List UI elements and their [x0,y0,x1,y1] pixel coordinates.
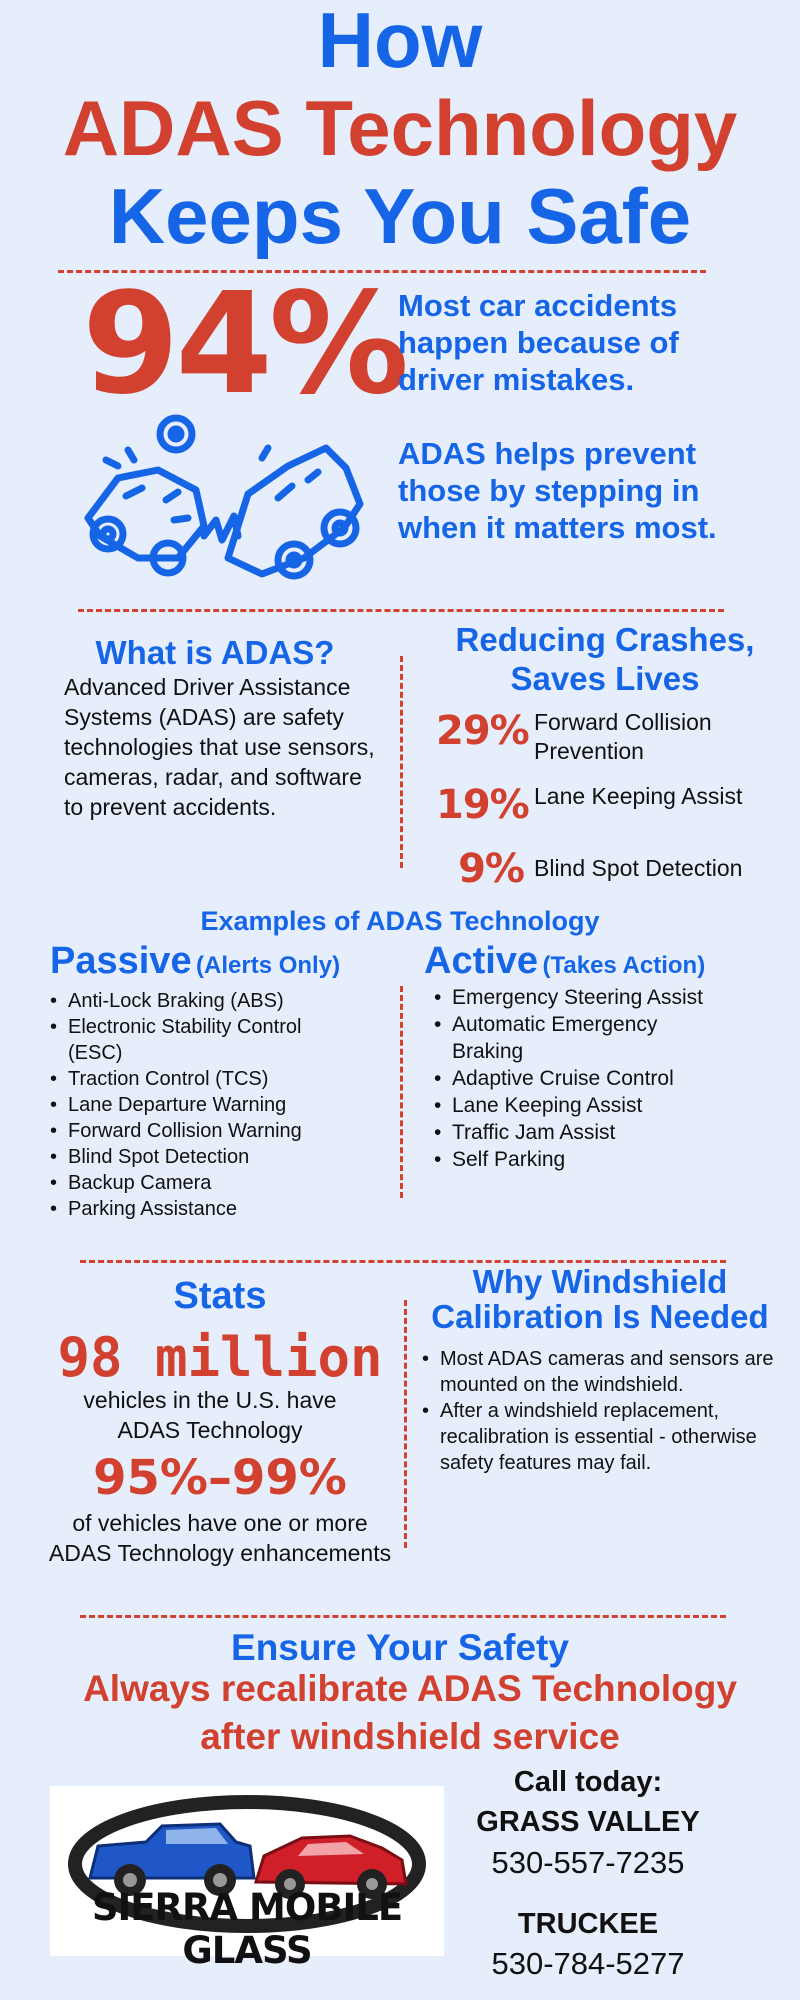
divider [80,1615,726,1618]
list-item: • Traffic Jam Assist [432,1119,722,1146]
contact-location-2: TRUCKEE [517,1908,659,1940]
title-line-3: Keeps You Safe [108,172,692,260]
list-item: • After a windshield replacement, recalibration is essential - otherwise safety features may fail. [420,1398,786,1476]
list-item: • Lane Keeping Assist [432,1092,722,1119]
what-is-heading: What is ADAS? [95,634,335,671]
contact-location-1: GRASS VALLEY [476,1806,700,1838]
list-item: • Automatic Emergency Braking [432,1011,722,1065]
logo-text: SIERRA MOBILE GLASS [91,1886,403,1972]
examples-heading: Examples of ADAS Technology [200,906,600,936]
list-item: • Blind Spot Detection [48,1144,348,1170]
reduce-stat-label: Forward Collision Prevention [534,709,712,764]
list-item: • Emergency Steering Assist [432,984,722,1011]
stats-text-1: vehicles in the U.S. have ADAS Technology [83,1387,337,1443]
contact-call: Call today: [513,1766,663,1798]
intro-stat-text: Most car accidents happen because of driver mistakes. [398,288,679,397]
reduce-stat-pct: 9% [458,846,524,892]
what-is-body: Advanced Driver Assistance Systems (ADAS) are safety technologies that use sensors, cameras, radar, and software to prevent accidents. [64,674,375,820]
logo [50,1786,444,1972]
reducing-heading-1: Reducing Crashes, [455,621,755,658]
reduce-stat-row [436,846,794,892]
passive-subtitle: (Alerts Only) [196,952,341,979]
cta-line-1: Ensure Your Safety [231,1627,569,1668]
reduce-stat-label: Lane Keeping Assist [534,783,743,809]
list-item: • Traction Control (TCS) [48,1066,348,1092]
why-list [420,1346,786,1476]
active-subtitle: (Takes Action) [542,952,706,979]
column-divider [400,656,403,868]
stats-big-2: 95%–99% [93,1450,347,1506]
list-item: • Anti-Lock Braking (ABS) [48,988,348,1014]
active-title-text: Active [424,940,539,982]
title-line-1: How [317,0,483,84]
reduce-stat-row [436,708,764,766]
list-item: • Backup Camera [48,1170,348,1196]
reducing-heading-2: Saves Lives [510,660,700,697]
contact-phone-1[interactable]: 530-557-7235 [491,1845,685,1880]
reduce-stat-pct: 29% [436,708,529,754]
stats-big-1: 98 million [57,1326,383,1389]
passive-title-text: Passive [50,940,192,982]
divider [78,609,724,612]
active-title [424,940,705,983]
why-heading-2: Calibration Is Needed [431,1298,769,1335]
active-list [432,984,722,1173]
cta-line-3: after windshield service [200,1716,620,1757]
passive-title [50,940,340,983]
stats-text-2: of vehicles have one or more ADAS Technology enhancements [48,1510,392,1566]
column-divider [400,986,403,1198]
car-crash-icon [78,408,378,588]
stats-heading: Stats [173,1275,267,1317]
list-item: • Lane Departure Warning [48,1092,348,1118]
list-item: • Electronic Stability Control (ESC) [48,1014,348,1066]
passive-list [48,988,348,1222]
intro-help-text: ADAS helps prevent those by stepping in when it matters most. [398,436,717,545]
reduce-stat-label: Blind Spot Detection [534,855,743,881]
contact-phone-2[interactable]: 530-784-5277 [491,1946,685,1981]
list-item: • Parking Assistance [48,1196,348,1222]
title-line-2: ADAS Technology [62,84,738,172]
column-divider [404,1300,407,1548]
list-item: • Forward Collision Warning [48,1118,348,1144]
list-item: • Adaptive Cruise Control [432,1065,722,1092]
intro-stat: 94% [82,263,406,426]
cta-line-2: Always recalibrate ADAS Technology [83,1668,737,1709]
list-item: • Most ADAS cameras and sensors are mounted on the windshield. [420,1346,786,1398]
list-item: • Self Parking [432,1146,722,1173]
why-heading-1: Why Windshield [472,1263,728,1300]
reduce-stat-row [436,782,794,828]
reduce-stat-pct: 19% [436,782,529,828]
